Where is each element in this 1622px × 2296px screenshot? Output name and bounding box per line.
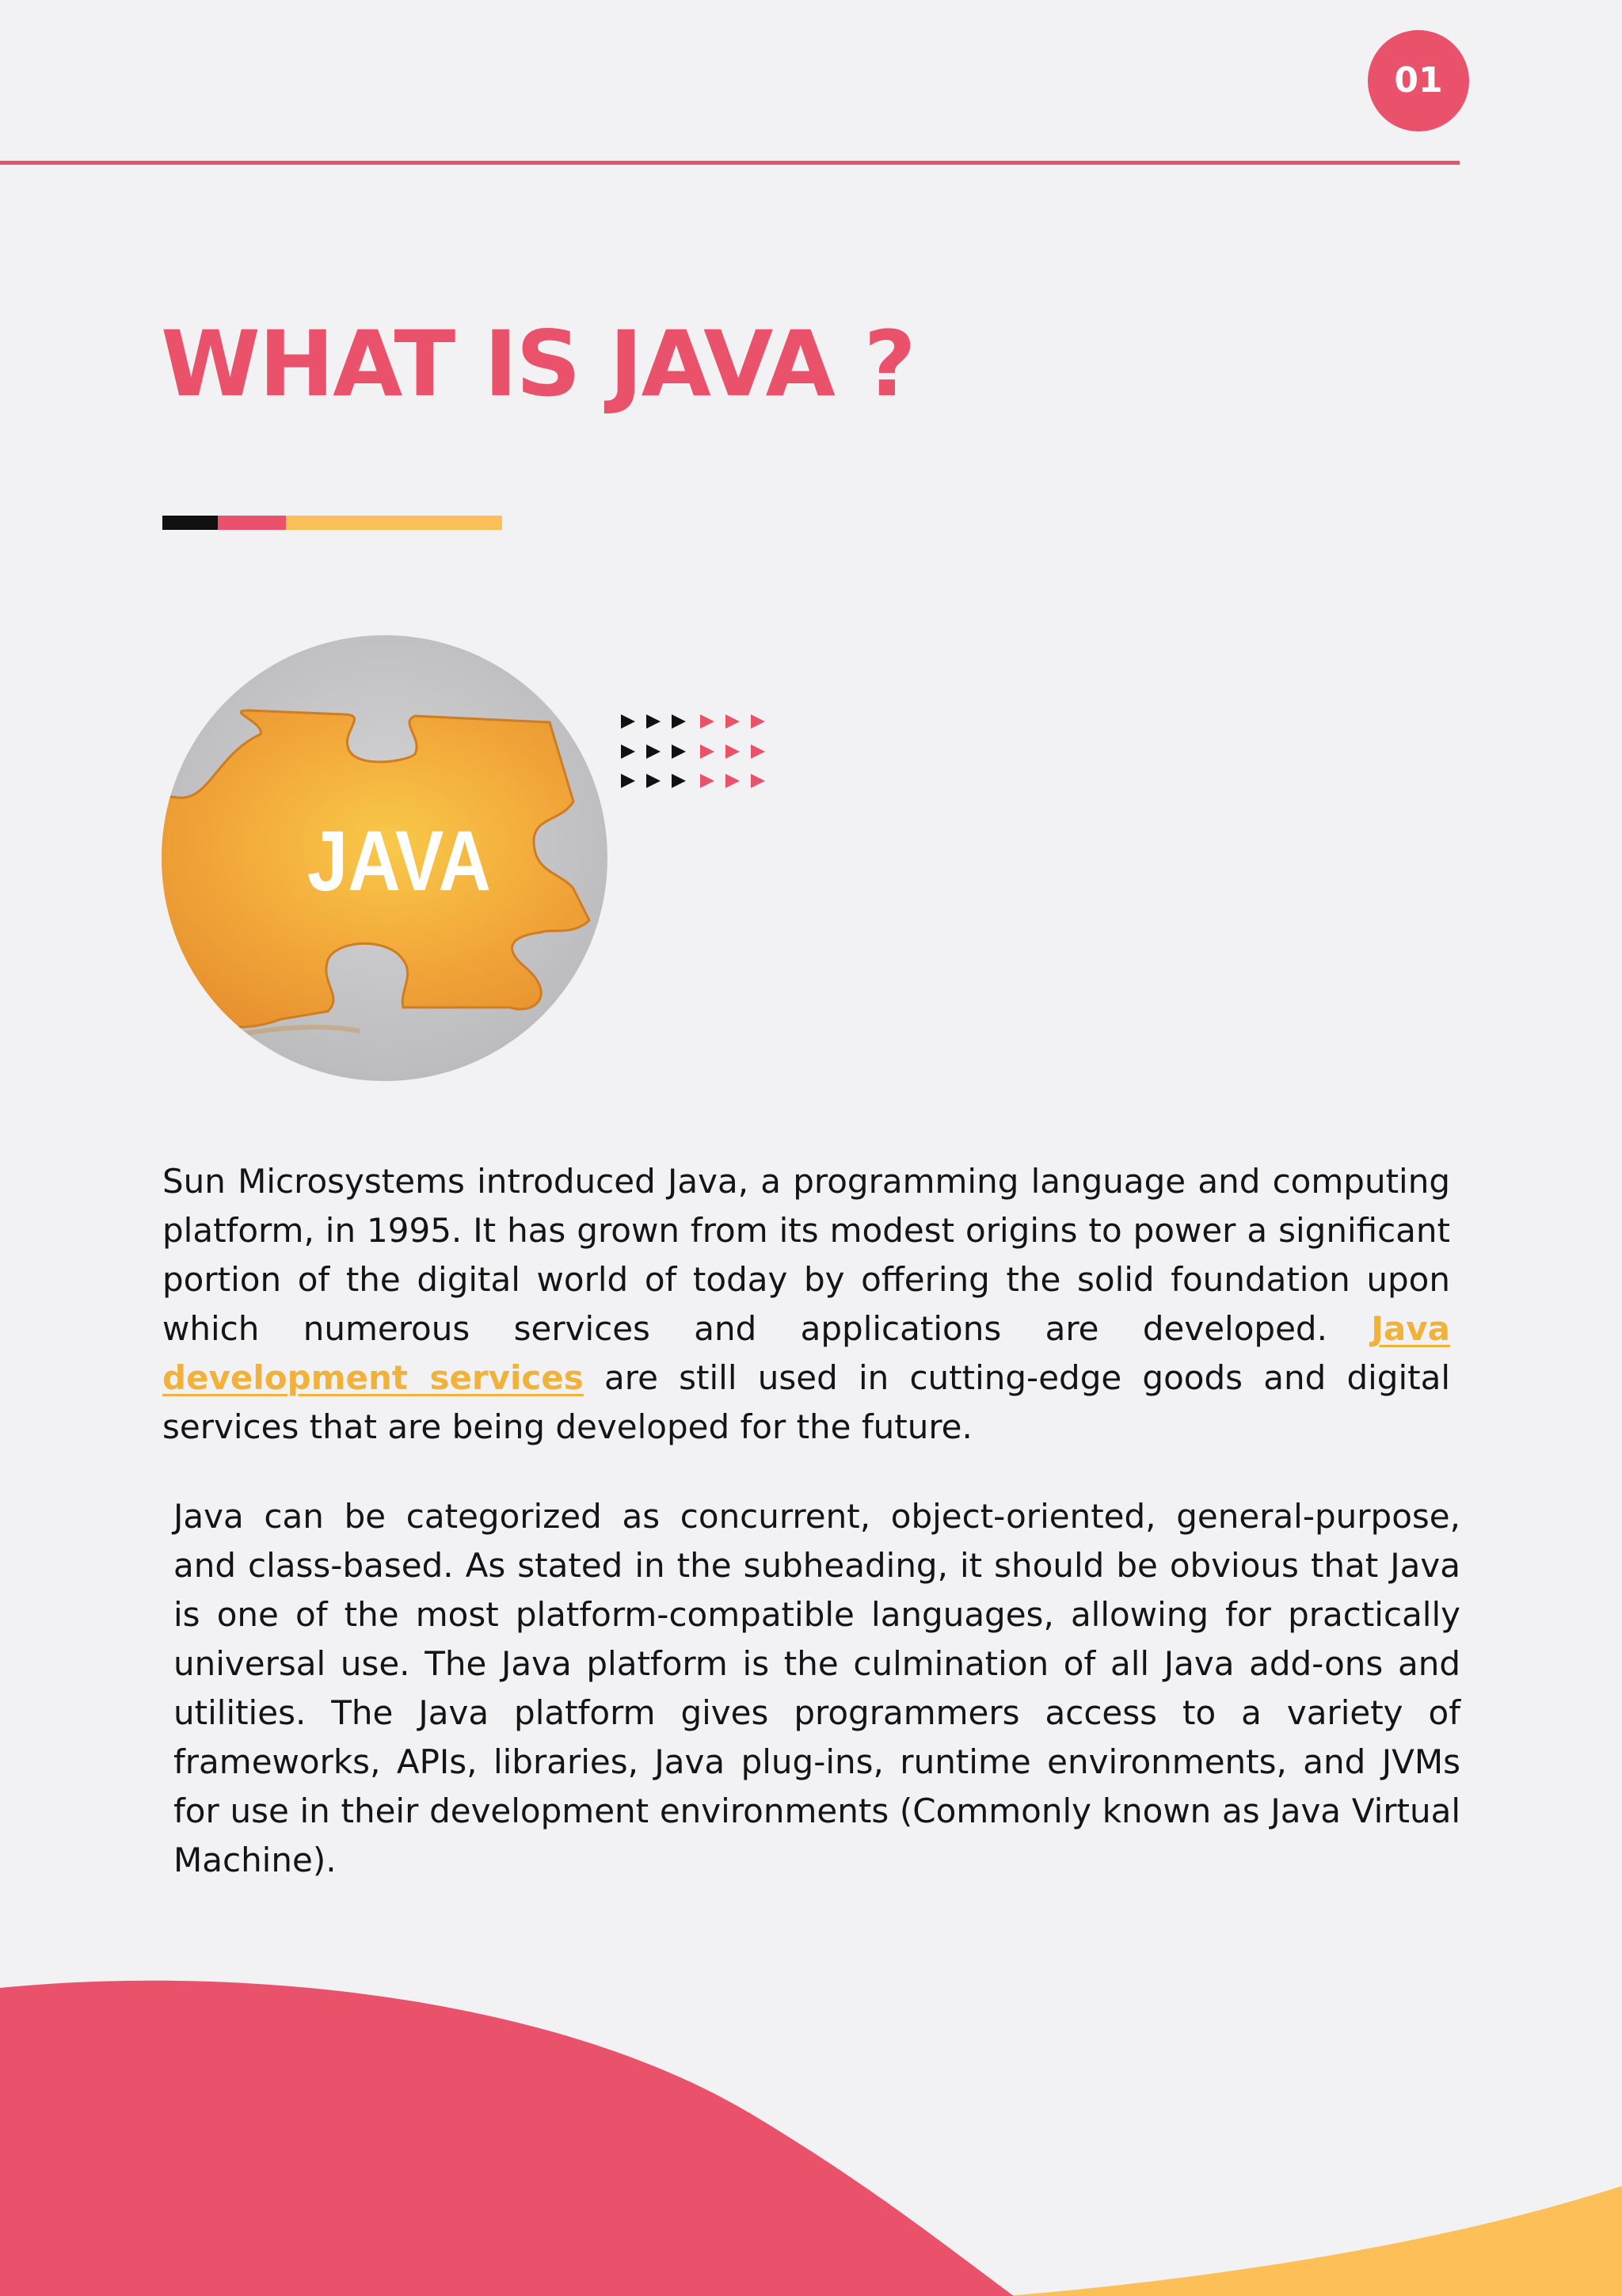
intro-text-end: are still used in cutting-edge goods and digital services that are being developed for the future. <box>162 1358 1450 1446</box>
accent-segment-yellow <box>286 516 502 530</box>
page-number-badge: 01 <box>1368 30 1469 131</box>
page-title: WHAT IS JAVA ? <box>161 311 915 417</box>
java-development-services-link[interactable]: Java development services <box>162 1309 1450 1397</box>
java-image-label: JAVA <box>307 813 491 908</box>
top-divider <box>0 161 1460 165</box>
accent-segment-red <box>218 516 286 530</box>
intro-paragraph <box>162 1157 1450 1452</box>
triangle-arrows-icon <box>621 714 768 792</box>
intro-text-start: Sun Microsystems introduced Java, a programming language and computing platform, in 1995. It has grown from its modest origins to power a significant portion of the digital world of today by offering the solid foundation upon which numerous services and applications are developed. <box>162 1162 1450 1348</box>
java-puzzle-image <box>162 635 607 1081</box>
title-accent-bar <box>162 516 502 530</box>
accent-segment-black <box>162 516 218 530</box>
description-paragraph: Java can be categorized as concurrent, object-oriented, general-purpose, and class-based. As stated in the subheading, it should be obvious that Java is one of the most platform-compatible languages, allowing for practically universal use. The Java platform is the culmination of all Java add-ons and utilities. The Java platform gives programmers access to a variety of frameworks, APIs, libraries, Java plug-ins, runtime environments, and JVMs for use in their development environments (Commonly known as Java Virtual Machine). <box>173 1497 1460 1879</box>
bottom-wave-decoration <box>0 1948 1622 2296</box>
